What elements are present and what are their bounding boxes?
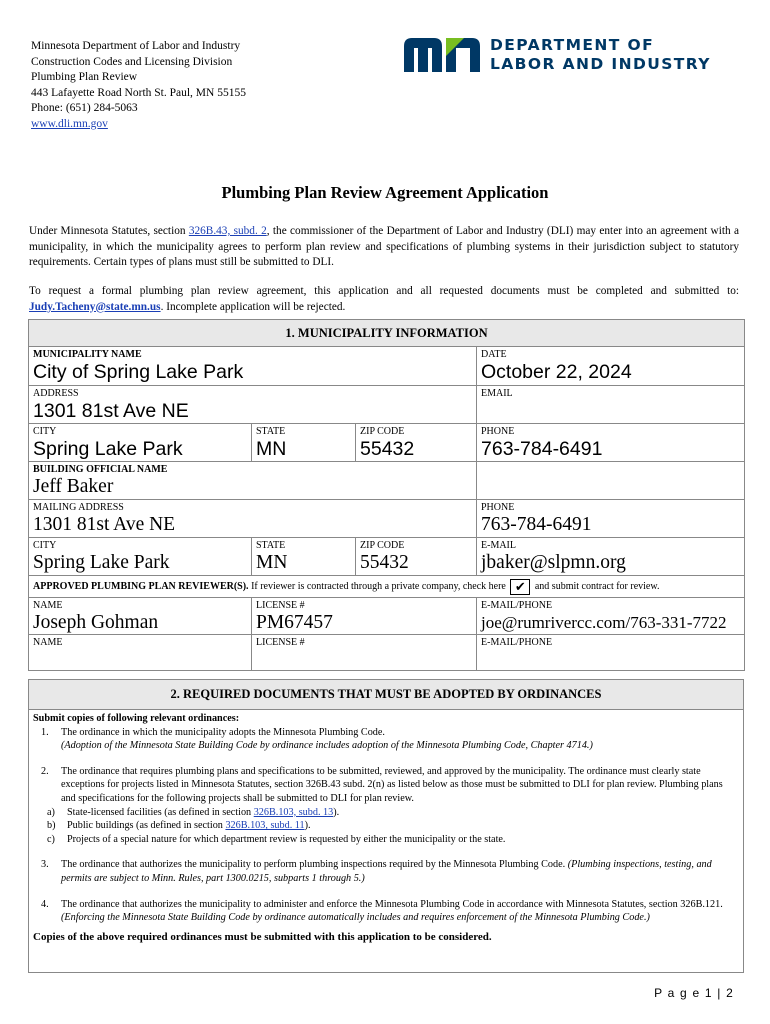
- submit-email-link[interactable]: Judy.Tacheny@state.mn.us: [29, 300, 161, 313]
- address-line: 443 Lafayette Road North St. Paul, MN 55155: [31, 86, 246, 99]
- list-item: [33, 765, 739, 806]
- mailing-address-field[interactable]: [29, 500, 477, 538]
- sub-letter: a): [47, 806, 55, 818]
- item-note: (Plumbing inspections, testing, and permits are subject to Minn. Rules, part 1300.0215, subparts 1 through 5.): [61, 859, 712, 884]
- page-number: P a g e 1 | 2: [654, 986, 734, 1000]
- field-label: E-MAIL/PHONE: [481, 637, 553, 648]
- sub-item: [33, 833, 739, 847]
- list-item: [33, 858, 739, 885]
- municipality-name-field[interactable]: [29, 347, 477, 386]
- field-value: Joseph Gohman: [33, 612, 159, 633]
- field-label: ADDRESS: [33, 388, 79, 399]
- official-zip-field[interactable]: [356, 538, 477, 576]
- reviewer1-license-field[interactable]: [252, 598, 477, 635]
- field-value: MN: [256, 438, 287, 460]
- field-label: E-MAIL: [481, 540, 516, 551]
- field-value: October 22, 2024: [481, 361, 632, 383]
- mn-logo-icon: [404, 36, 484, 72]
- date-field[interactable]: [477, 347, 745, 386]
- field-value: joe@rumrivercc.com/763-331-7722: [481, 613, 727, 632]
- address-line: Phone: (651) 284-5063: [31, 102, 138, 114]
- statute-link[interactable]: 326B.103, subd. 11: [225, 820, 305, 832]
- address-line: Minnesota Department of Labor and Industry: [31, 40, 241, 52]
- notice-text: If reviewer is contracted through a private company, check here: [248, 581, 509, 592]
- reviewer2-name-field[interactable]: [29, 635, 252, 671]
- sub-item: [33, 806, 739, 820]
- dli-address-block: [31, 39, 246, 132]
- phone-field[interactable]: [477, 424, 745, 462]
- field-value: 1301 81st Ave NE: [33, 400, 189, 422]
- field-label: MAILING ADDRESS: [33, 502, 124, 513]
- intro-text: Under Minnesota Statutes, section: [29, 225, 189, 237]
- item-number: 2.: [41, 765, 49, 777]
- field-label: NAME: [33, 637, 63, 648]
- building-official-field[interactable]: [29, 462, 477, 500]
- field-value: 763-784-6491: [481, 514, 592, 535]
- field-value: MN: [256, 552, 288, 573]
- logo-line: LABOR AND INDUSTRY: [490, 55, 711, 73]
- field-value: Spring Lake Park: [33, 552, 170, 573]
- field-label: DATE: [481, 349, 507, 360]
- submit-paragraph: [29, 284, 739, 315]
- field-value: jbaker@slpmn.org: [481, 552, 626, 573]
- reviewer-notice: [29, 576, 745, 598]
- logo-wordmark: [490, 36, 711, 74]
- city-field[interactable]: [29, 424, 252, 462]
- submission-notice: Copies of the above required ordinances must be submitted with this application to be considered.: [33, 930, 492, 943]
- field-label: CITY: [33, 426, 57, 437]
- official-phone-field[interactable]: [477, 500, 745, 538]
- official-city-field[interactable]: [29, 538, 252, 576]
- submit-text: To request a formal plumbing plan review agreement, this application and all requested documents must be completed and submitted to:: [29, 285, 739, 297]
- field-label: STATE: [256, 426, 286, 437]
- field-label: LICENSE #: [256, 637, 305, 648]
- field-label: NAME: [33, 600, 63, 611]
- list-item: [33, 898, 739, 925]
- sub-item: [33, 819, 739, 833]
- field-label: EMAIL: [481, 388, 513, 399]
- official-state-field[interactable]: [252, 538, 356, 576]
- sub-text: ).: [333, 806, 340, 818]
- item-note: (Adoption of the Minnesota State Building Code by ordinance includes adoption of the Minnesota Plumbing Code, Chapter 4714.): [61, 740, 593, 752]
- field-value: 55432: [360, 438, 415, 460]
- field-label: STATE: [256, 540, 286, 551]
- address-field[interactable]: [29, 386, 477, 424]
- website-link[interactable]: www.dli.mn.gov: [31, 117, 108, 130]
- section-header: 1. MUNICIPALITY INFORMATION: [29, 320, 745, 347]
- sub-letter: c): [47, 833, 55, 845]
- sub-text: State-licensed facilities (as defined in section: [67, 806, 254, 818]
- notice-text: and submit contract for review.: [532, 581, 660, 592]
- logo-line: DEPARTMENT OF: [490, 36, 655, 54]
- official-email-field[interactable]: [477, 538, 745, 576]
- field-value: City of Spring Lake Park: [33, 361, 244, 383]
- reviewer2-license-field[interactable]: [252, 635, 477, 671]
- field-label: BUILDING OFFICIAL NAME: [33, 464, 168, 475]
- submit-text: . Incomplete application will be rejected.: [160, 300, 346, 313]
- item-note: (Enforcing the Minnesota State Building Code by ordinance automatically includes and requires enforcement of the Minnesota Plumbing Code.): [61, 912, 650, 924]
- sub-text: Projects of a special nature for which department review is requested by either the municipality or the state.: [67, 833, 506, 845]
- dli-logo: [404, 36, 730, 76]
- official-blank-field: [477, 462, 745, 500]
- state-field[interactable]: [252, 424, 356, 462]
- municipality-info-table: [28, 319, 745, 671]
- item-number: 3.: [41, 859, 49, 871]
- intro-text: , the commissioner of the Department of Labor and Industry (DLI) may enter into an agreement with a municipality, in which the municipality agrees to perform plan review and specifications of plumbing systems in their jurisdiction subject to statutory requirements. Certain types of plans must still be submitted to DLI.: [29, 225, 739, 268]
- field-label: E-MAIL/PHONE: [481, 600, 553, 611]
- field-value: Jeff Baker: [33, 476, 114, 497]
- field-value: PM67457: [256, 612, 333, 633]
- item-text: The ordinance that authorizes the municipality to administer and enforce the Minnesota Plumbing Code in accordance with Minnesota Statutes, section 326B.121.: [61, 898, 723, 910]
- notice-bold: APPROVED PLUMBING PLAN REVIEWER(S).: [33, 581, 249, 592]
- page-title: Plumbing Plan Review Agreement Application: [221, 183, 549, 202]
- field-value: 55432: [360, 552, 409, 573]
- field-label: PHONE: [481, 502, 515, 513]
- address-line: Construction Codes and Licensing Division: [31, 55, 233, 68]
- sub-text: Public buildings (as defined in section: [67, 820, 226, 832]
- field-value: 1301 81st Ave NE: [33, 514, 176, 535]
- field-label: LICENSE #: [256, 600, 305, 611]
- field-label: MUNICIPALITY NAME: [33, 349, 142, 360]
- field-value: 763-784-6491: [481, 438, 603, 460]
- item-text: The ordinance that requires plumbing plans and specifications to be submitted, reviewed, and approved by the municipality. The ordinance must clearly state exceptions for projects listed in Minnesota Statutes, section 326B.43 subd. 2(n) as listed below as those must be submitted to DLI for plan review. Plumbing plans and specifications for the following projects shall be submitted to DLI for plan review.: [61, 765, 723, 804]
- section-header: 2. REQUIRED DOCUMENTS THAT MUST BE ADOPTED BY ORDINANCES: [29, 680, 743, 710]
- reviewer2-contact-field[interactable]: [477, 635, 745, 671]
- intro-paragraph: [29, 224, 739, 271]
- sub-letter: b): [47, 820, 56, 832]
- reviewer1-name-field[interactable]: [29, 598, 252, 635]
- field-label: CITY: [33, 540, 57, 551]
- item-text: The ordinance in which the municipality adopts the Minnesota Plumbing Code.: [61, 726, 385, 738]
- field-label: ZIP CODE: [360, 540, 405, 551]
- list-item: [33, 726, 739, 753]
- address-line: Plumbing Plan Review: [31, 71, 138, 83]
- zip-field[interactable]: [356, 424, 477, 462]
- sub-text: ).: [304, 820, 311, 832]
- statute-link[interactable]: 326B.43, subd. 2: [188, 225, 267, 237]
- reviewer1-contact-field[interactable]: [477, 598, 745, 635]
- statute-link[interactable]: 326B.103, subd. 13: [253, 806, 334, 818]
- field-value: Spring Lake Park: [33, 438, 183, 460]
- field-label: PHONE: [481, 426, 515, 437]
- docs-intro: Submit copies of following relevant ordinances:: [33, 713, 240, 724]
- item-number: 4.: [41, 898, 49, 910]
- item-number: 1.: [41, 726, 49, 738]
- field-label: ZIP CODE: [360, 426, 405, 437]
- contracted-checkbox[interactable]: ✔: [510, 579, 530, 595]
- email-field[interactable]: [477, 386, 745, 424]
- required-documents-section: [28, 679, 744, 973]
- item-text: The ordinance that authorizes the municipality to perform plumbing inspections required by the Minnesota Plumbing Code.: [61, 859, 568, 871]
